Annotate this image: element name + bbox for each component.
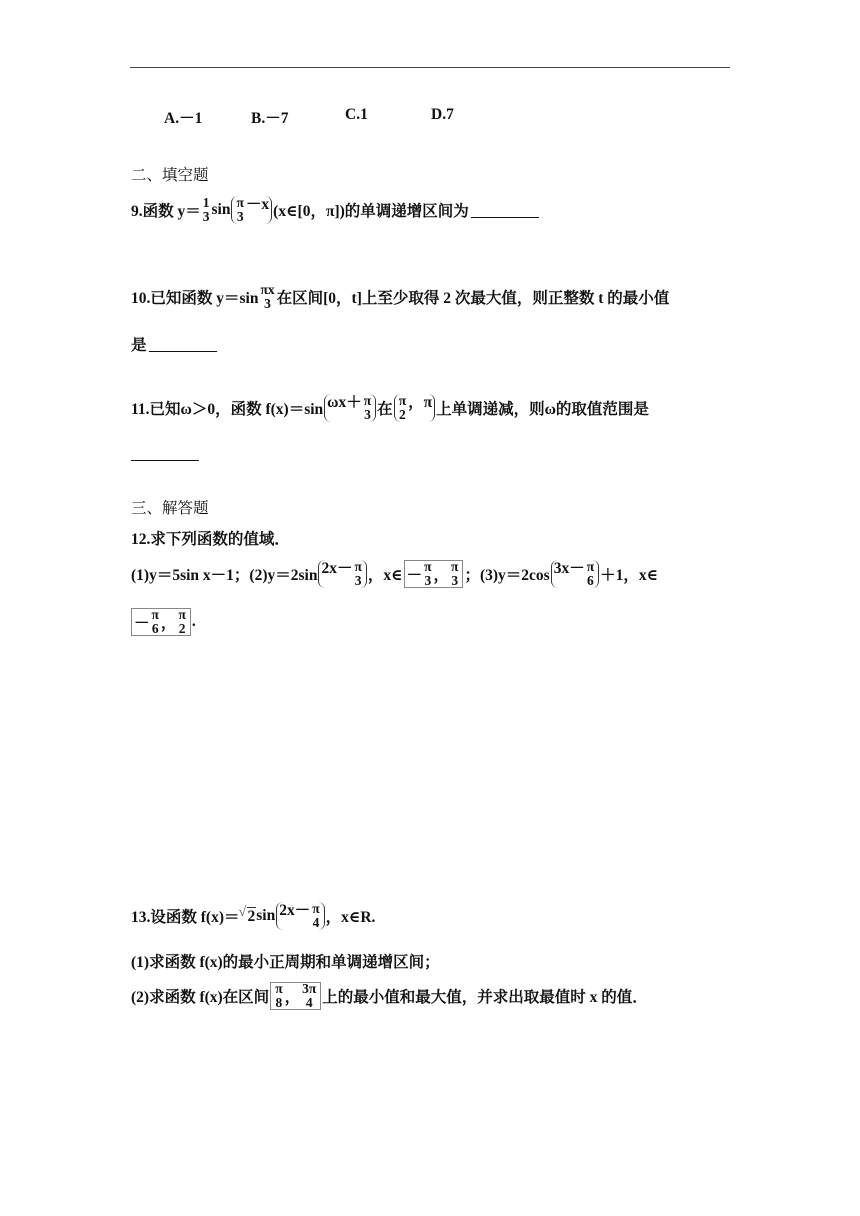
q13-paren (276, 902, 324, 930)
header-rule (130, 67, 730, 68)
q9-inner-tail: －x (245, 196, 270, 214)
q10-answer-blank (149, 337, 217, 352)
question-9 (131, 196, 539, 224)
q12-p3-inner: 3x－ (553, 560, 585, 578)
q13-interval (270, 982, 321, 1010)
q11-interval-tail: ，π (408, 394, 433, 412)
q12-p3: ；(3)y＝2cos (464, 567, 550, 585)
q9-domain: (x∈[0，π])的单调递增区间为 (273, 203, 469, 221)
question-12-title (131, 527, 290, 549)
q9-sin: sin (211, 201, 231, 219)
q12-p2-fraction: π 3 (354, 559, 362, 589)
question-12-parts (131, 560, 658, 588)
q12-p3-interval (131, 608, 191, 636)
option-d: D.7 (431, 106, 454, 123)
q13-tail: ，x∈R. (325, 909, 376, 927)
question-12-line2 (131, 608, 196, 636)
q13-part2-text: 上的最小值和最大值，并求出取最值时 x 的值． (322, 989, 648, 1007)
q12-p2-inner: 2x－ (321, 560, 353, 578)
q12-end: . (191, 613, 196, 631)
question-13-part1 (131, 950, 440, 972)
q13-int-b: 3π 4 (302, 981, 317, 1011)
q11-inner-fraction: π 3 (363, 393, 372, 423)
q13-sqrt: √ 2 (247, 907, 257, 926)
q9-prefix: 9.函数 y＝ (131, 203, 201, 221)
q11-paren (324, 394, 376, 422)
q9-inner-fraction: π 3 (236, 195, 244, 225)
q11-interval (394, 394, 435, 422)
q9-answer-blank (471, 203, 539, 218)
q12-p3-int-b: π 2 (178, 607, 186, 637)
q12-p3-paren (551, 560, 599, 588)
option-c: C.1 (345, 106, 368, 123)
q12-p2-paren (318, 560, 366, 588)
question-13 (131, 902, 375, 930)
option-a: A.－1 (164, 110, 203, 127)
q12-p3-minus: － (134, 615, 150, 633)
q11-prefix: 11.已知ω＞0，函数 f(x)＝sin (131, 401, 324, 419)
q9-coefficient-fraction: 1 3 (202, 195, 210, 225)
q11-interval-fraction: π 2 (398, 393, 407, 423)
q12-p2-interval (404, 560, 464, 588)
q12-p2-mid: ，x∈ (367, 567, 403, 585)
question-11 (131, 394, 649, 422)
question-10 (131, 283, 669, 311)
q12-p3-fraction: π 6 (586, 559, 595, 589)
q10-fraction: πx 3 (260, 282, 275, 312)
q13-prefix: 13.设函数 f(x)＝ (131, 909, 240, 927)
q10-prefix: 10.已知函数 y＝sin (131, 290, 259, 308)
q12-p2-int-a: π 3 (424, 559, 432, 589)
question-11-line2 (131, 446, 199, 461)
section-fill-in-heading: 二、填空题 (131, 166, 209, 184)
q13-inner: 2x－ (279, 902, 311, 920)
q9-paren (231, 196, 272, 224)
q12-p2-int-b: π 3 (451, 559, 459, 589)
q12-p2-comma: ， (433, 567, 450, 585)
q12-p3-comma: ， (160, 615, 177, 633)
q13-inner-fraction: π 4 (312, 901, 320, 931)
q11-mid: 在 (377, 401, 393, 419)
q12-p1: (1)y＝5sin x－1；(2)y＝2sin (131, 567, 318, 585)
q13-part1: (1)求函数 f(x)的最小正周期和单调递增区间； (131, 954, 440, 971)
q12-p2-minus: － (406, 567, 423, 585)
q12-p3-tail: ＋1，x∈ (600, 567, 659, 585)
q10-text: 在区间[0，t]上至少取得 2 次最大值，则正整数 t 的最小值 (276, 290, 670, 308)
option-b: B.－7 (251, 110, 289, 127)
q12-p3-int-a: π 6 (151, 607, 159, 637)
q13-sin: sin (256, 907, 276, 925)
q11-inner: ωx＋ (327, 394, 362, 412)
question-13-part2 (131, 982, 648, 1010)
q13-part2-pre: (2)求函数 f(x)在区间 (131, 989, 270, 1007)
q13-int-comma: ， (284, 989, 301, 1007)
q11-text: 上单调递减，则ω的取值范围是 (436, 401, 649, 419)
q12-title: 12.求下列函数的值域． (131, 531, 290, 548)
section-answer-heading: 三、解答题 (131, 499, 209, 517)
q11-answer-blank (131, 446, 199, 461)
q13-int-a: π 8 (275, 981, 283, 1011)
q10-line2: 是 (131, 337, 147, 354)
question-10-line2 (131, 333, 217, 355)
